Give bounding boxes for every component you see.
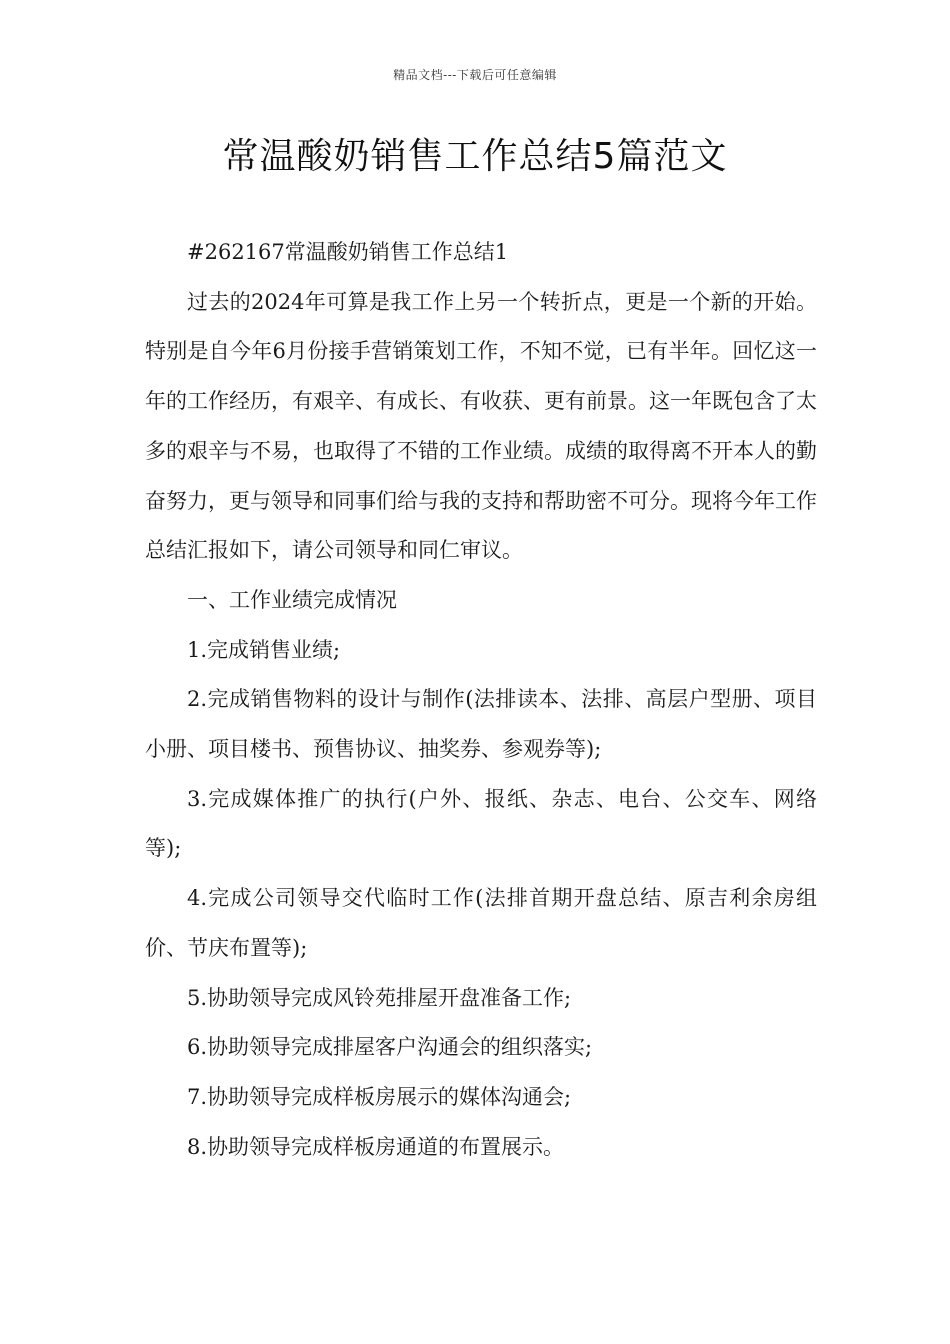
intro-paragraph: 过去的2024年可算是我工作上另一个转折点，更是一个新的开始。特别是自今年6月份接手营销策划工作，不知不觉，已有半年。回忆这一年的工作经历，有艰辛、有成长、有收获、更有前景。这一年既包含了太多的艰辛与不易，也取得了不错的工作业绩。成绩的取得离不开本人的勤奋努力，更与领导和同事们给与我的支持和帮助密不可分。现将今年工作总结汇报如下，请公司领导和同仁审议。 [145, 289, 817, 563]
list-item: 6.协助领导完成排屋客户沟通会的组织落实; [187, 1035, 593, 1060]
list-item: 4.完成公司领导交代临时工作(法排首期开盘总结、原吉利余房组价、节庆布置等); [145, 886, 817, 960]
header-note: 精品文档---下载后可任意编辑 [393, 68, 557, 82]
document-title: 常温酸奶销售工作总结5篇范文 [222, 136, 728, 177]
section-heading: #262167常温酸奶销售工作总结1 [187, 240, 509, 264]
list-item: 3.完成媒体推广的执行(户外、报纸、杂志、电台、公交车、网络等); [145, 786, 817, 861]
list-item: 5.协助领导完成风铃苑排屋开盘准备工作; [187, 985, 572, 1010]
list-item: 8.协助领导完成样板房通道的布置展示。 [187, 1134, 565, 1159]
list-item: 1.完成销售业绩; [187, 637, 341, 662]
document-body [145, 228, 817, 1172]
list-item: 2.完成销售物料的设计与制作(法排读本、法排、高层户型册、项目小册、项目楼书、预售协议、抽奖券、参观券等); [145, 687, 817, 762]
list-item: 7.协助领导完成样板房展示的媒体沟通会; [187, 1084, 572, 1109]
subsection-heading: 一、工作业绩完成情况 [187, 587, 397, 612]
